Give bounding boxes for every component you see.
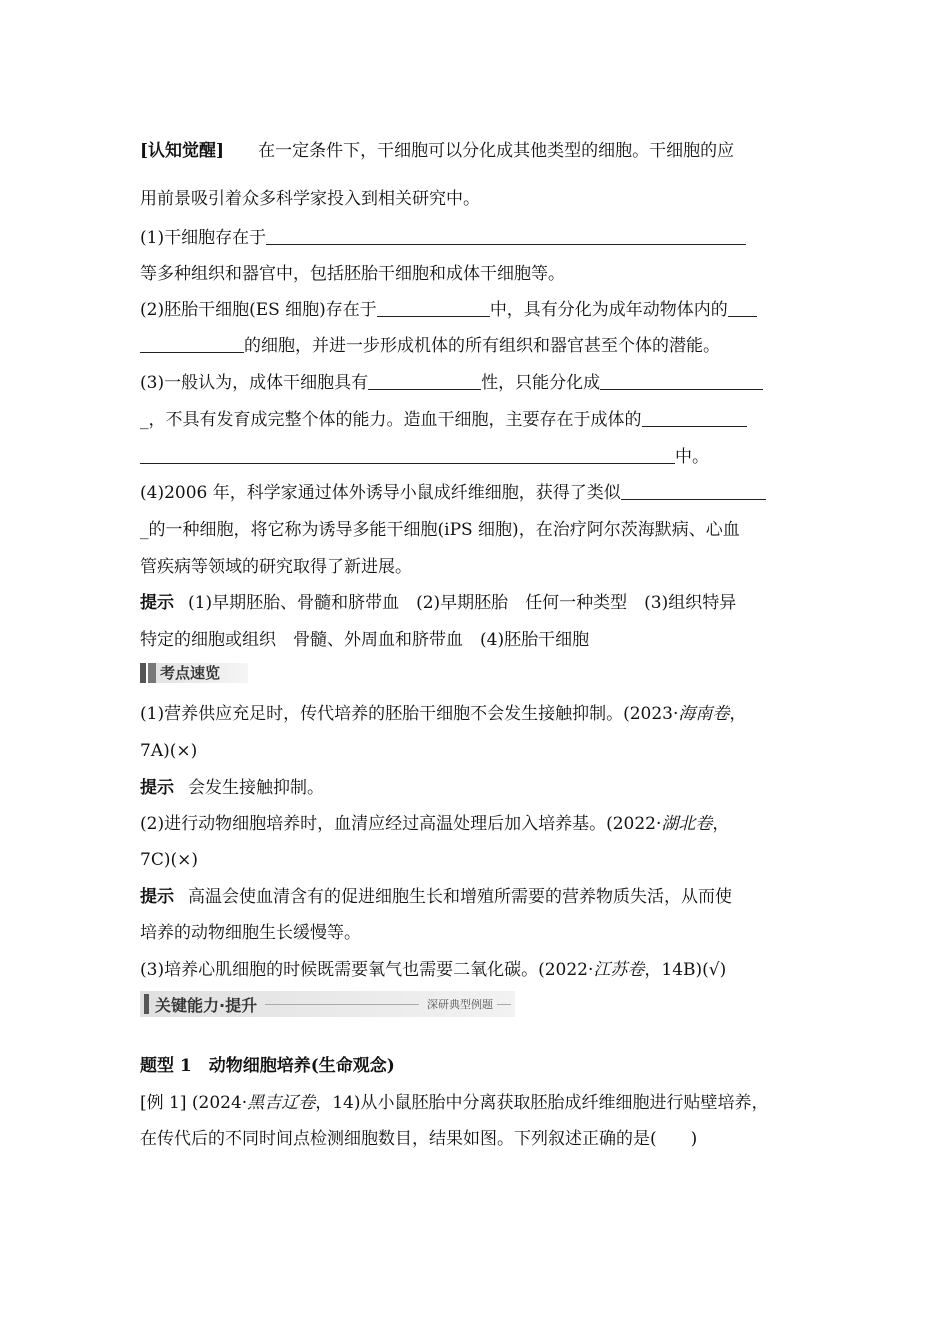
example-1-text: ，14)从小鼠胚胎中分离获取胚胎成纤维细胞进行贴壁培养， [315,1093,769,1113]
hint-label: 提示 [140,593,174,613]
question-1-text: (1)干细胞存在于 [140,228,267,248]
example-1-year: (2024· [186,1093,248,1113]
question-3-line-2 [140,408,812,432]
review-item-1-source: 海南卷 [678,704,730,724]
question-1-line-1 [140,226,812,250]
blank-2b-continued[interactable] [140,335,244,353]
review-item-1-text: (1)营养供应充足时，传代培养的胚胎干细胞不会发生接触抑制。(2023· [140,704,679,724]
awareness-line-2: 用前景吸引着众多科学家投入到相关研究中。 [140,189,480,209]
review-hint-2-line-2: 培养的动物细胞生长缓慢等。 [140,923,361,943]
header-tail-divider [497,1004,511,1005]
review-item-2-source: 湖北卷 [661,814,713,834]
section-bar-icon [144,994,149,1014]
quick-review-title: 考点速览 [156,663,248,683]
header-divider [265,1004,419,1005]
section-bar-icon [140,663,156,683]
review-item-3-tail: ，14B)(√) [644,960,727,980]
question-4-text-a: (4)2006 年，科学家通过体外诱导小鼠成纤维细胞，获得了类似 [140,483,621,503]
awareness-tag: [认知觉醒] [140,141,225,161]
question-2-line-1 [140,298,812,322]
question-2-line-2 [140,334,812,358]
question-3-text-d: 中。 [675,447,709,467]
review-item-1-comma: ， [729,704,747,724]
example-1-line-2: 在传代后的不同时间点检测细胞数目，结果如图。下列叙述正确的是( ) [140,1129,698,1149]
question-3-line-1 [140,371,812,395]
review-hint-1 [140,776,812,800]
key-ability-header [140,991,515,1017]
question-4-line-2: _的一种细胞，将它称为诱导多能干细胞(iPS 细胞)，在治疗阿尔茨海默病、心血 [140,520,740,540]
type-1-heading: 题型 1 动物细胞培养(生命观念) [140,1056,395,1076]
question-2-text-b: 中，具有分化为成年动物体内的 [489,300,728,320]
blank-3c-continued[interactable] [140,446,675,464]
review-item-3 [140,958,812,982]
hint-line-2: 特定的细胞或组织 骨髓、外周血和脐带血 (4)胚胎干细胞 [140,630,590,650]
question-2-text-a: (2)胚胎干细胞(ES 细胞)存在于 [140,300,377,320]
question-3-text-b: 性，只能分化成 [481,373,601,393]
question-4-line-1 [140,481,812,505]
review-item-1-line-2: 7A)(×) [140,741,198,761]
review-hint-1-text: 会发生接触抑制。 [188,778,324,798]
question-1-line-2: 等多种组织和器官中，包括胚胎干细胞和成体干细胞等。 [140,264,565,284]
hint-line-1 [140,591,812,615]
review-item-3-source: 江苏卷 [593,960,645,980]
hint-text-1: (1)早期胚胎、骨髓和脐带血 (2)早期胚胎 任何一种类型 (3)组织特异 [188,593,737,613]
review-hint-2-label: 提示 [140,887,174,907]
review-item-2-line-2: 7C)(×) [140,850,198,870]
blank-2b[interactable] [728,299,757,317]
example-1-source: 黑吉辽卷 [247,1093,316,1113]
review-hint-2-line-1 [140,885,812,909]
review-item-1-line-1 [140,702,812,726]
review-item-2-text: (2)进行动物细胞培养时，血清应经过高温处理后加入培养基。(2022· [140,814,662,834]
key-ability-subtitle: 深研典型例题 [427,998,493,1011]
question-2-text-c: 的细胞，并进一步形成机体的所有组织和器官甚至个体的潜能。 [244,336,720,356]
review-hint-2-text: 高温会使血清含有的促进细胞生长和增殖所需要的营养物质失活，从而使 [188,887,732,907]
blank-1[interactable] [266,227,746,245]
quick-review-header [140,663,248,683]
blank-2a[interactable] [377,299,490,317]
blank-3c[interactable] [642,409,747,427]
awareness-line-1 [140,139,812,163]
example-1-line-1 [140,1091,812,1115]
example-1-label: [例 1] [140,1093,187,1113]
question-3-text-c: _，不具有发育成完整个体的能力。造血干细胞，主要存在于成体的 [140,410,642,430]
review-item-2-line-1 [140,812,812,836]
awareness-text-1: 在一定条件下，干细胞可以分化成其他类型的细胞。干细胞的应 [258,141,735,161]
blank-4[interactable] [621,482,766,500]
question-4-line-3: 管疾病等领域的研究取得了新进展。 [140,557,412,577]
blank-3b[interactable] [600,372,763,390]
question-3-line-3 [140,445,812,469]
blank-3a[interactable] [368,372,481,390]
review-hint-1-label: 提示 [140,778,174,798]
question-3-text-a: (3)一般认为，成体干细胞具有 [140,373,369,393]
key-ability-title: 关键能力·提升 [155,995,258,1015]
review-item-2-comma: ， [712,814,730,834]
review-item-3-text: (3)培养心肌细胞的时候既需要氧气也需要二氧化碳。(2022· [140,960,594,980]
